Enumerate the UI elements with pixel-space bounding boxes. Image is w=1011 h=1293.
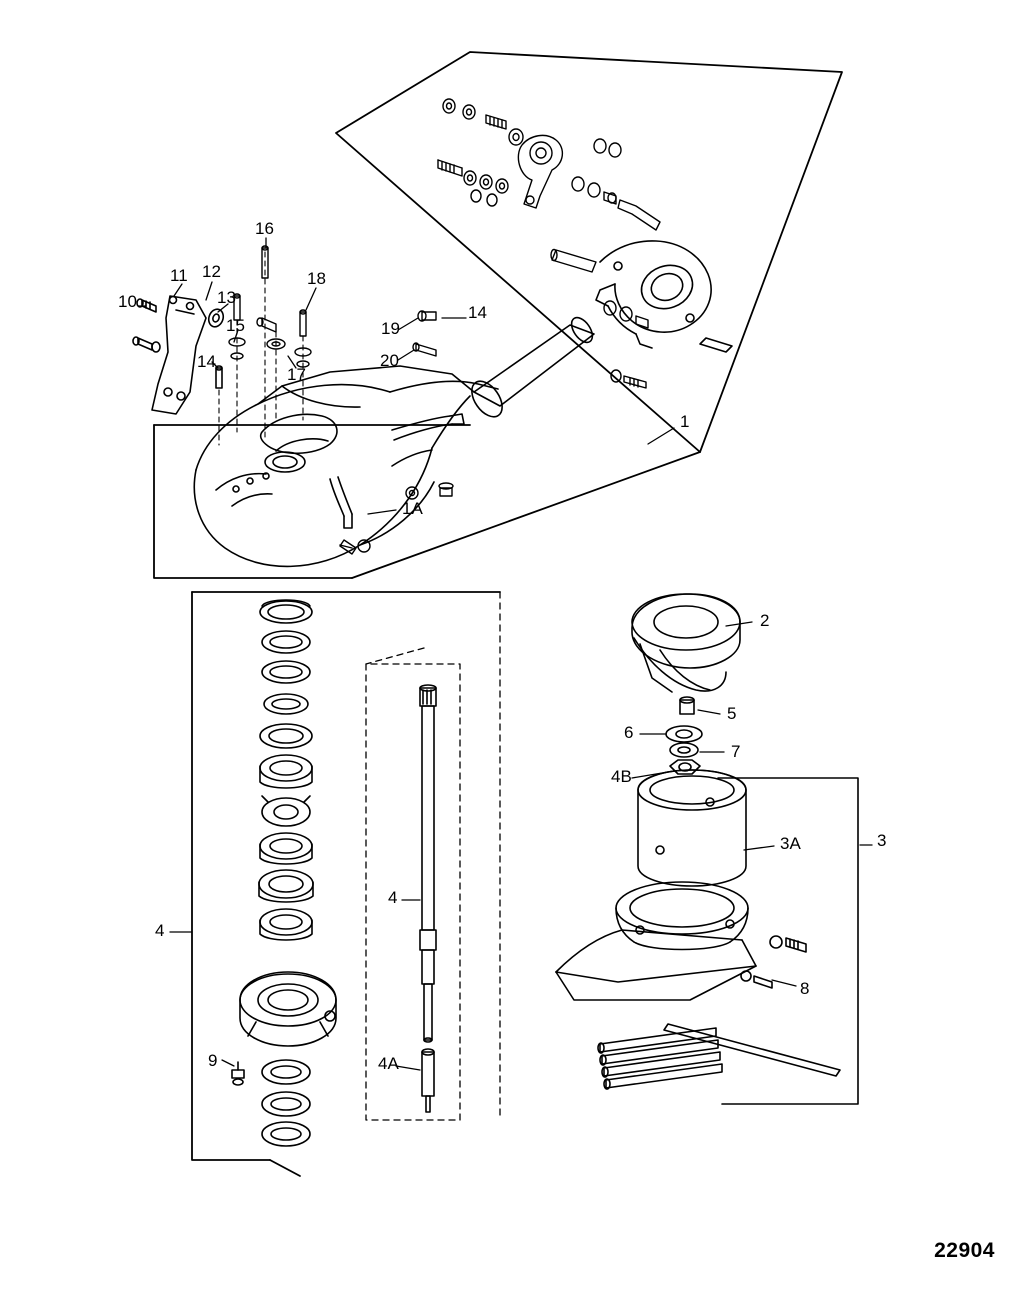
callout-15: 15 [226,316,245,335]
water-pump-base [556,882,756,1000]
callout-14-right: 14 [468,303,487,322]
callout-1: 1 [680,412,690,431]
callout-12: 12 [202,262,221,281]
leader-lines [138,238,872,1073]
callout-7: 7 [731,742,741,761]
housing-fasteners [340,483,453,554]
callout-14-left: 14 [197,352,216,371]
callout-6: 6 [624,723,634,742]
driveshaft [420,685,436,1112]
callout-20: 20 [380,351,399,370]
callout-19: 19 [381,319,400,338]
callout-1A: 1A [402,499,423,518]
steering-arm-assembly [596,241,732,352]
callout-11: 11 [170,266,188,285]
callout-9: 9 [208,1051,218,1070]
top-panel-hardware [438,99,660,388]
bolts-and-rods [598,936,840,1089]
callout-4A: 4A [378,1054,399,1073]
callout-17: 17 [287,365,306,384]
drawing-number: 22904 [934,1239,995,1262]
water-pump-housing [638,770,746,886]
impeller-hardware [666,697,702,774]
callout-13: 13 [217,288,236,307]
callout-16: 16 [255,219,274,238]
callout-2: 2 [760,611,770,630]
callout-4B: 4B [611,767,632,786]
group-3-bracket [718,778,858,1104]
top-hardware-panel [336,52,842,452]
callout-10: 10 [118,292,137,311]
callout-3: 3 [877,831,887,850]
seal-bearing-stack [232,600,336,1146]
callout-5: 5 [727,704,737,723]
bearing-group-panel [192,592,500,1176]
hardware-19-20 [413,311,436,356]
driveshaft-subpanel [366,592,500,1120]
callout-8: 8 [800,979,810,998]
callout-4-left: 4 [155,921,165,940]
impeller-assembly [632,594,740,692]
callout-4-shaft: 4 [388,888,398,907]
callout-3A: 3A [780,834,801,853]
callout-18: 18 [307,269,326,288]
